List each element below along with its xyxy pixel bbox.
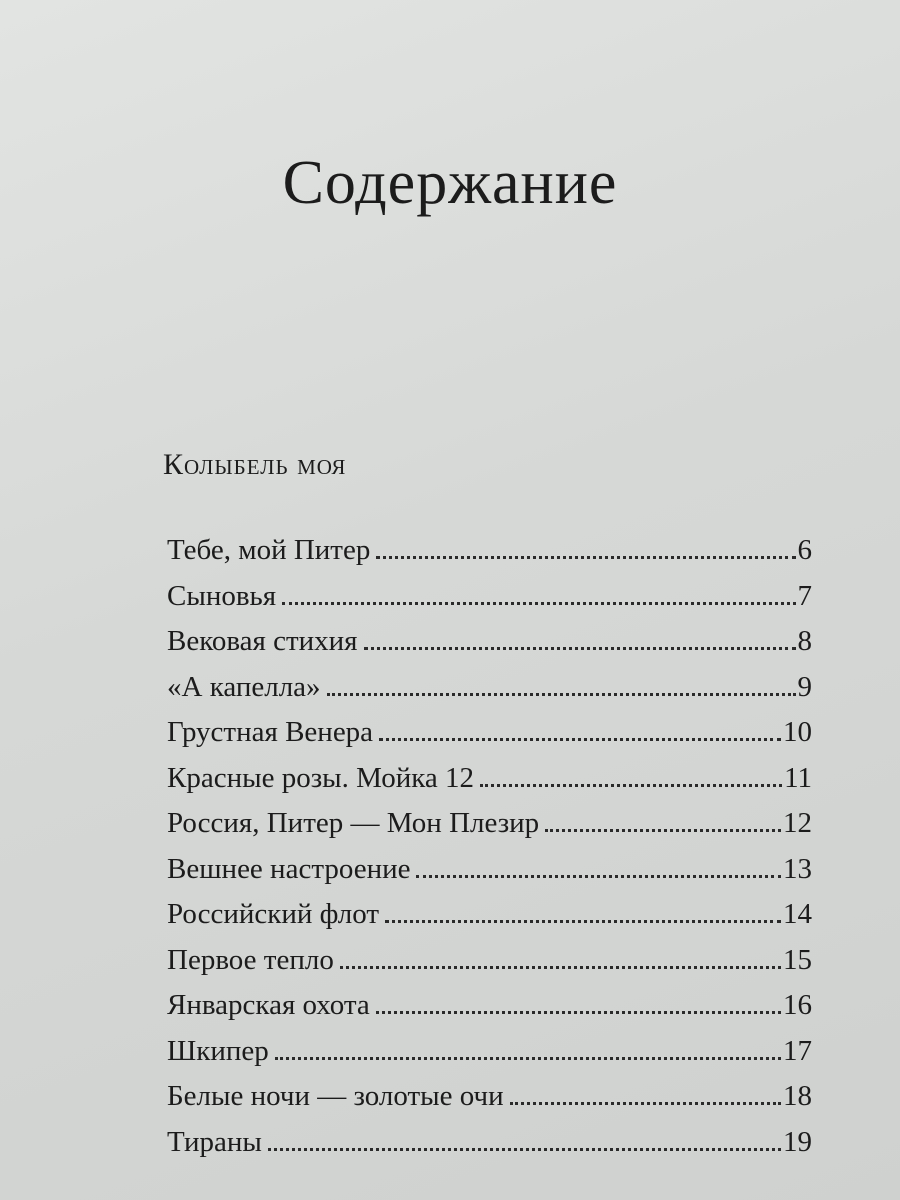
toc-entry-title: Белые ночи — золотые очи (167, 1080, 504, 1112)
toc-entry-page: 8 (797, 625, 812, 657)
toc-entry (167, 1029, 812, 1075)
toc-entry-page: 10 (783, 716, 812, 748)
toc-entry (167, 756, 812, 802)
dot-leader (480, 784, 782, 787)
toc-entry-title: Красные розы. Мойка 12 (167, 761, 475, 794)
toc-entry-title: Вековая стихия (167, 625, 358, 657)
toc-entry (167, 528, 812, 574)
dot-leader (416, 875, 781, 878)
page-title: Содержание (282, 149, 618, 217)
toc-entry-title: Тираны (167, 1125, 262, 1158)
toc-entry (167, 665, 812, 711)
toc-entry (167, 801, 812, 847)
dot-leader (327, 693, 796, 696)
toc-entry-title: «А капелла» (167, 670, 321, 703)
toc-entry-page: 18 (783, 1080, 812, 1112)
toc-entry (167, 710, 812, 756)
dot-leader (545, 829, 781, 832)
toc-entry (167, 1074, 812, 1120)
toc-entry (167, 619, 812, 665)
toc-entry (167, 938, 812, 984)
toc-entry-title: Вешнее настроение (167, 852, 411, 885)
toc-entry-title: Грустная Венера (167, 716, 374, 748)
section-heading: Колыбель моя (163, 448, 347, 481)
toc-entry-title: Россия, Питер — Мон Плезир (167, 807, 540, 839)
toc-entry-page: 15 (783, 943, 812, 976)
dot-leader (364, 647, 796, 650)
dot-leader (275, 1057, 781, 1060)
dot-leader (282, 602, 795, 605)
toc-entry-title: Сыновья (167, 579, 277, 612)
toc-entry-page: 13 (783, 852, 812, 885)
dot-leader (268, 1148, 781, 1151)
toc-entry (167, 892, 812, 938)
toc-entry-page: 16 (783, 989, 812, 1021)
toc-entry (167, 574, 812, 620)
toc-entry (167, 847, 812, 893)
toc-entry-title: Российский флот (167, 898, 379, 930)
toc-entry-title: Первое тепло (167, 943, 334, 976)
toc-entry-page: 19 (783, 1125, 812, 1158)
toc-entry-title: Январская охота (167, 989, 370, 1021)
toc-entry (167, 983, 812, 1029)
dot-leader (376, 1011, 781, 1014)
toc-entry-page: 6 (797, 534, 812, 566)
table-of-contents (167, 528, 812, 1165)
toc-entry-page: 17 (783, 1034, 812, 1067)
toc-entry-page: 9 (797, 670, 812, 703)
dot-leader (379, 738, 781, 741)
toc-entry-title: Тебе, мой Питер (167, 534, 371, 566)
dot-leader (385, 920, 781, 923)
dot-leader (510, 1102, 781, 1105)
toc-entry-page: 11 (784, 761, 812, 794)
toc-entry-page: 14 (783, 898, 812, 930)
dot-leader (376, 556, 795, 559)
dot-leader (340, 966, 781, 969)
toc-entry-page: 12 (783, 807, 812, 839)
toc-entry-title: Шкипер (167, 1034, 269, 1067)
toc-entry-page: 7 (797, 579, 812, 612)
toc-entry (167, 1120, 812, 1166)
